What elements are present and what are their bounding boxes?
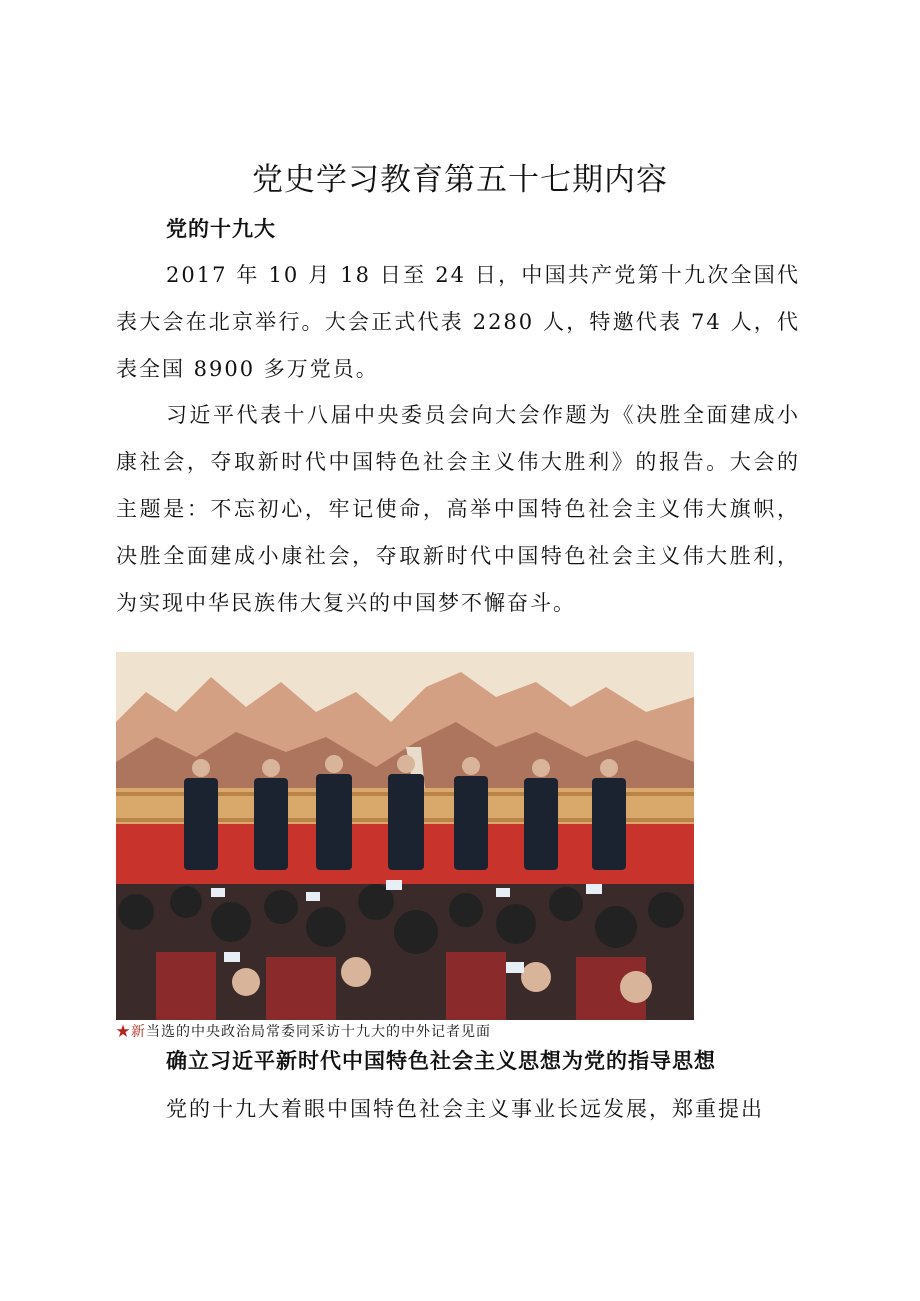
press-conference-photo — [116, 652, 694, 1020]
page-title: 党史学习教育第五十七期内容 — [252, 162, 668, 198]
paragraph-report-theme: 习近平代表十八届中央委员会向大会作题为《决胜全面建成小康社会，夺取新时代中国特色社会主义伟大胜利》的报告。大会的主题是：不忘初心，牢记使命，高举中国特色社会主义伟大旗帜，决胜全面建成小康社会，夺取新时代中国特色社会主义伟大胜利，为实现中华民族伟大复兴的中国梦不懈奋斗。 — [116, 403, 800, 615]
photo-caption — [116, 1022, 491, 1042]
section-heading-guiding-thought: 确立习近平新时代中国特色社会主义思想为党的指导思想 — [166, 1049, 716, 1073]
section-heading-19th-congress: 党的十九大 — [166, 217, 276, 241]
paragraph-guiding-thought: 党的十九大着眼中国特色社会主义事业长远发展，郑重提出 — [166, 1097, 764, 1121]
caption-text: 当选的中央政治局常委同采访十九大的中外记者见面 — [146, 1024, 491, 1040]
caption-lead-char: 新 — [131, 1024, 146, 1040]
paragraph-congress-dates: 2017 年 10 月 18 日至 24 日，中国共产党第十九次全国代表大会在北京举行。大会正式代表 2280 人，特邀代表 74 人，代表全国 8900 多万党员。 — [116, 263, 800, 381]
star-icon: ★ — [116, 1024, 131, 1040]
